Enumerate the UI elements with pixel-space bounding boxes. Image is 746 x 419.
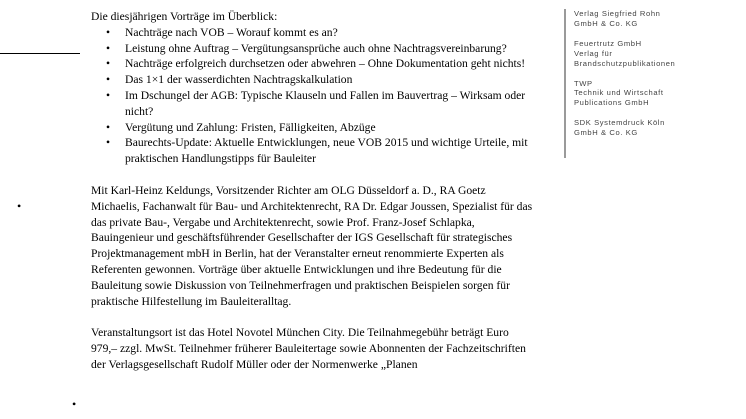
publisher-line: SDK Systemdruck Köln	[574, 118, 665, 128]
list-item: • Nachträge nach VOB – Worauf kommt es an?	[125, 25, 536, 41]
list-item: • Nachträge erfolgreich durchsetzen oder abwehren – Ohne Dokumentation geht nichts!	[125, 56, 536, 72]
list-item: • Leistung ohne Auftrag – Vergütungsansprüche auch ohne Nachtragsvereinbarung?	[125, 41, 536, 57]
list-item: • Vergütung und Zahlung: Fristen, Fälligkeiten, Abzüge	[125, 120, 536, 136]
publisher-line: Technik und Wirtschaft	[574, 88, 664, 98]
publisher-line: Feuertrutz GmbH	[574, 38, 642, 48]
list-item: • Baurechts-Update: Aktuelle Entwicklungen, neue VOB 2015 und wichtige Urteile, mit praktischen Handlungstipps für Bauleiter	[125, 135, 536, 167]
publisher-line: TWP	[574, 78, 593, 88]
publisher-line: Brandschutzpublikationen	[574, 58, 676, 68]
margin-dot: •	[17, 199, 22, 213]
publisher-entry	[574, 118, 746, 138]
publisher-line: Publications GmbH	[574, 98, 650, 108]
publisher-sidebar	[564, 9, 746, 158]
publisher-entry	[574, 39, 746, 69]
speakers-paragraph: Mit Karl-Heinz Keldungs, Vorsitzender Richter am OLG Düsseldorf a. D., RA Goetz Michaelis, Fachanwalt für Bau- und Architektenrecht, RA Dr. Edgar Joussen, Spezialist für das das private Bau-, Vergabe und Architektenrecht, sowie Prof. Franz-Josef Schlapka, Bauingenieur und geschäftsführender Gesellschafter der IGS Gesellschaft für strategisches Projektmanagement mbH in Berlin, hat der Veranstalter erneut renommierte Experten als Referenten gewonnen. Vorträge über aktuelle Entwicklungen und ihre Bedeutung für die Bauleitung sowie Diskussion von Teilnehmerfragen und praktischen Beispielen sorgen für praktische Hilfestellung im Bauleiteralltag.	[91, 183, 533, 308]
margin-rule	[0, 53, 80, 54]
publisher-entry	[574, 79, 746, 109]
publisher-line: GmbH & Co. KG	[574, 128, 638, 138]
talk-list	[91, 25, 536, 167]
venue-paragraph: Veranstaltungsort ist das Hotel Novotel München City. Die Teilnahmegebühr beträgt Euro 979,– zzgl. MwSt. Teilnehmer früherer Bauleitertage sowie Abonnenten der Fachzeitschriften der Verlagsgesellschaft Rudolf Müller oder der Normenwerke „Planen	[91, 326, 526, 371]
article-body	[91, 9, 536, 373]
list-item: • Das 1×1 der wasserdichten Nachtragskalkulation	[125, 72, 536, 88]
publisher-line: Verlag für	[574, 48, 613, 58]
list-item: • Im Dschungel der AGB: Typische Klauseln und Fallen im Bauvertrag – Wirksam oder nicht?	[125, 88, 536, 120]
publisher-line: Verlag Siegfried Rohn	[574, 9, 661, 18]
margin-dot: •	[72, 397, 77, 411]
publisher-line: GmbH & Co. KG	[574, 18, 638, 28]
intro-line: Die diesjährigen Vorträge im Überblick:	[91, 10, 278, 23]
publisher-entry	[574, 9, 746, 29]
